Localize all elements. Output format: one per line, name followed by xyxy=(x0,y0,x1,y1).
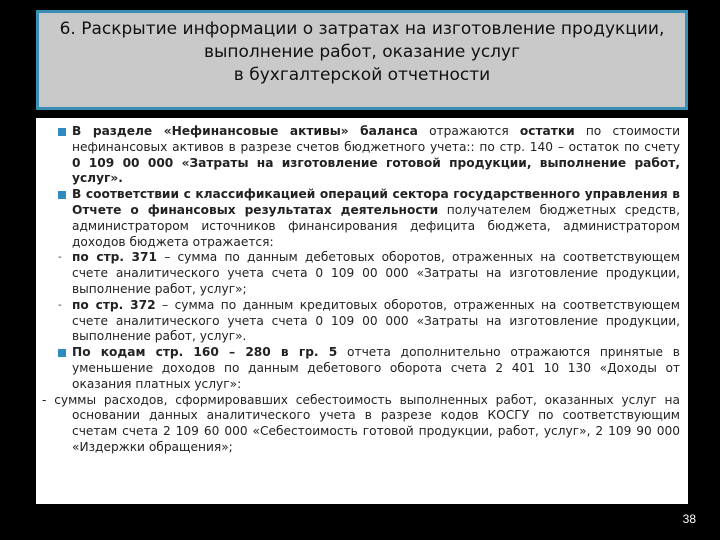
p6-text-1: - суммы расходов, сформировавших себестоимость выполненных работ, оказанных услуг на основании данных аналитического учета в разрезе кодов КОСГУ по соответствующим счетам счета 2 109 60 000 «Себестоимость готовой продукции, работ, услуг», 2 109 90 000 «Издержки обращения»; xyxy=(42,392,680,454)
dash-marker: - xyxy=(58,252,62,264)
paragraph-codes-160-280 xyxy=(36,345,688,392)
content-panel xyxy=(36,118,688,504)
square-bullet-icon xyxy=(58,191,66,199)
square-bullet-icon xyxy=(58,128,66,136)
paragraph-expenses xyxy=(36,393,688,456)
p2-text-1: получателем бюджетных средств, администратором источников финансирования дефицита бюджета, администратором доходов бюджета отражается: xyxy=(72,202,680,249)
p1-bold-1: В разделе «Нефинансовые активы» баланса xyxy=(72,124,418,138)
p5-bold-1: По кодам стр. 160 – 280 в гр. 5 xyxy=(72,345,338,360)
p3-text-1: – сумма по данным дебетовых оборотов, отраженных на соответствующем счете аналитического учета счета 0 109 00 000 «Затраты на изготовление продукции, выполнение работ, услуг»; xyxy=(72,250,680,296)
p4-bold-1: по стр. 372 xyxy=(72,297,156,312)
slide-title xyxy=(36,10,688,110)
title-line-2: выполнение работ, оказание услуг xyxy=(203,42,521,62)
title-line-1: 6. Раскрытие информации о затратах на изготовление продукции, xyxy=(59,19,665,39)
p1-text-1: отражаются xyxy=(417,124,520,138)
p1-text-2: по стоимости нефинансовых активов в разрезе счетов бюджетного учета:: по стр. 140 – остаток по счету xyxy=(72,124,680,154)
p2-bold-1: В соответствии с классификацией операций сектора государственного управления в Отчете о финансовых результатах деятельности xyxy=(72,187,680,217)
paragraph-balance xyxy=(36,124,688,187)
paragraph-line-372 xyxy=(36,298,688,345)
p5-text-1: отчета дополнительно отражаются принятые в уменьшение доходов по данным дебетового оборота счета 2 401 10 130 «Доходы от оказания платных услуг»: xyxy=(72,345,680,391)
paragraph-line-371 xyxy=(36,250,688,297)
p4-text-1: – сумма по данным кредитовых оборотов, отраженных на соответствующем счете аналитического учета счета 0 109 00 000 «Затраты на изготовление продукции, выполнение работ, услуг». xyxy=(72,297,680,344)
square-bullet-icon xyxy=(58,349,66,357)
page-number: 38 xyxy=(682,512,696,526)
dash-marker: - xyxy=(58,299,62,311)
title-line-3: в бухгалтерской отчетности xyxy=(233,65,491,85)
p1-bold-2: остатки xyxy=(519,124,575,138)
paragraph-classification xyxy=(36,187,688,250)
p1-bold-3: 0 109 00 000 «Затраты на изготовление готовой продукции, выполнение работ, услуг». xyxy=(72,155,680,186)
p3-bold-1: по стр. 371 xyxy=(72,250,157,265)
